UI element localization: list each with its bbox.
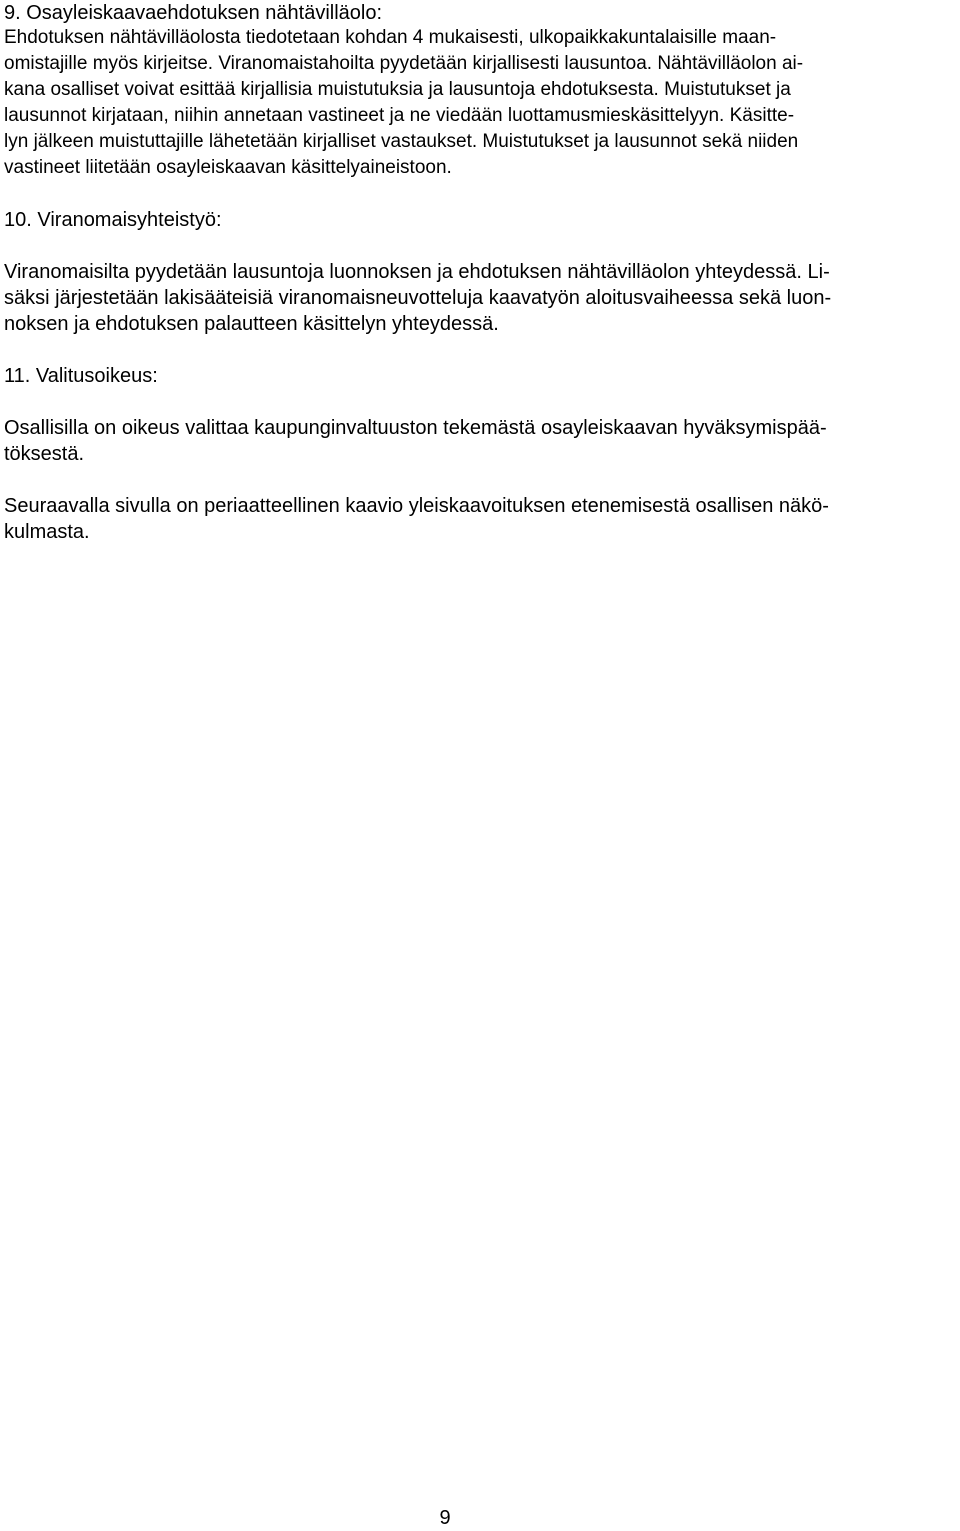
section-10-paragraph-line: Viranomaisilta pyydetään lausuntoja luonnoksen ja ehdotuksen nähtävilläolon yhteydessä. Li- — [4, 261, 830, 283]
section-9-paragraph-line: Ehdotuksen nähtävilläolosta tiedotetaan kohdan 4 mukaisesti, ulkopaikkakuntalaisille maan- — [4, 27, 777, 48]
page-number: 9 — [439, 1507, 451, 1529]
section-10-paragraph-line: noksen ja ehdotuksen palautteen käsittelyn yhteydessä. — [4, 313, 499, 335]
closing-paragraph-line: kulmasta. — [4, 521, 90, 543]
section-9-paragraph-line: lausunnot kirjataan, niihin annetaan vastineet ja ne viedään luottamusmieskäsittelyyn. Käsitte- — [4, 105, 795, 126]
section-10-heading: 10. Viranomaisyhteistyö: — [4, 209, 222, 231]
section-11-paragraph-line: töksestä. — [4, 443, 85, 465]
section-11-paragraph-line: Osallisilla on oikeus valittaa kaupunginvaltuuston tekemästä osayleiskaavan hyväksymispää- — [4, 417, 827, 439]
closing-paragraph-line: Seuraavalla sivulla on periaatteellinen kaavio yleiskaavoituksen etenemisestä osallisen näkö- — [4, 495, 829, 517]
section-9-paragraph-line: lyn jälkeen muistuttajille lähetetään kirjalliset vastaukset. Muistutukset ja lausunnot sekä niiden — [4, 131, 799, 152]
section-11-heading: 11. Valitusoikeus: — [4, 365, 158, 387]
section-9-paragraph-line: omistajille myös kirjeitse. Viranomaistahoilta pyydetään kirjallisesti lausuntoa. Nähtävilläolon ai- — [4, 53, 804, 74]
section-9-heading: 9. Osayleiskaavaehdotuksen nähtävilläolo: — [4, 2, 383, 24]
section-10-paragraph-line: säksi järjestetään lakisääteisiä viranomaisneuvotteluja kaavatyön aloitusvaiheessa sekä luon- — [4, 287, 832, 309]
section-9-paragraph-line: vastineet liitetään osayleiskaavan käsittelyaineistoon. — [4, 157, 452, 178]
section-9-paragraph-line: kana osalliset voivat esittää kirjallisia muistutuksia ja lausuntoja ehdotuksesta. Muistutukset ja — [4, 79, 791, 100]
